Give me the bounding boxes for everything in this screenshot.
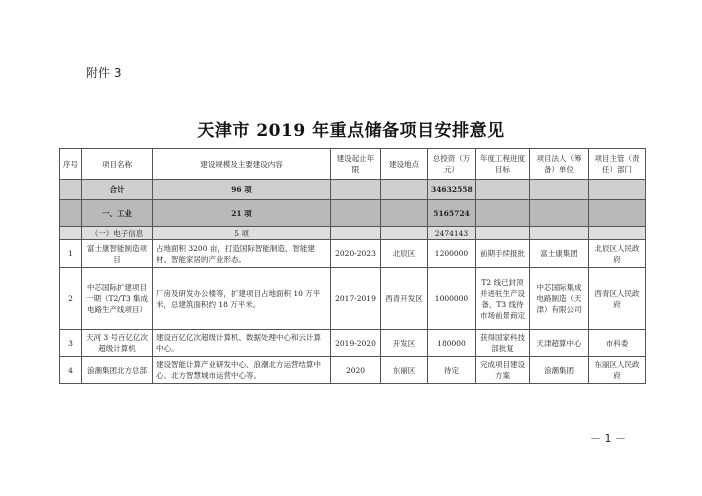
project-investment: 1200000 [428, 240, 476, 268]
table-header-row [60, 149, 646, 180]
project-name: 浪潮集团北方总部 [82, 357, 153, 384]
row-number: 2 [60, 268, 82, 330]
project-progress: 完成项目建设方案 [476, 357, 530, 384]
empty-cell [331, 200, 381, 227]
project-dept: 市科委 [589, 330, 646, 357]
empty-cell [381, 227, 428, 240]
empty-cell [331, 227, 381, 240]
total-investment: 34632558 [428, 180, 476, 200]
project-location: 北辰区 [381, 240, 428, 268]
project-content: 建设百亿亿次超级计算机、数据处理中心和云计算中心。 [153, 330, 331, 357]
total-row [60, 180, 646, 200]
sector-investment: 5165724 [428, 200, 476, 227]
empty-cell [381, 200, 428, 227]
empty-cell [381, 180, 428, 200]
project-dept: 北辰区人民政府 [589, 240, 646, 268]
project-owner: 中芯国际集成电路制造（天津）有限公司 [530, 268, 589, 330]
project-table [59, 148, 646, 384]
empty-cell [60, 227, 82, 240]
empty-cell [530, 227, 589, 240]
attachment-label: 附件 3 [86, 66, 122, 80]
project-location: 开发区 [381, 330, 428, 357]
table-row [60, 357, 646, 384]
project-progress: 前期手续报批 [476, 240, 530, 268]
project-investment: 180000 [428, 330, 476, 357]
project-years: 2020 [331, 357, 381, 384]
project-name: 中芯国际扩建项目一期（T2/T3 集成电路生产线项目） [82, 268, 153, 330]
total-label: 合计 [82, 180, 153, 200]
empty-cell [530, 180, 589, 200]
header-cell: 建设规模及主要建设内容 [153, 149, 331, 180]
page-number: － 1 － [590, 432, 626, 445]
project-dept: 西青区人民政府 [589, 268, 646, 330]
project-content: 占地面积 3200 亩，打造国际智能制造、智能建材、智能家居的产业形态。 [153, 240, 331, 268]
project-progress: 获得国家科技部批复 [476, 330, 530, 357]
project-name: 富士康智能制造项目 [82, 240, 153, 268]
project-progress: T2 线已封顶并进驻生产设备，T3 线待市场前景商定 [476, 268, 530, 330]
project-years: 2020-2023 [331, 240, 381, 268]
project-owner: 浪潮集团 [530, 357, 589, 384]
project-years: 2017-2019 [331, 268, 381, 330]
empty-cell [331, 180, 381, 200]
header-cell: 项目法人（筹备）单位 [530, 149, 589, 180]
row-number: 4 [60, 357, 82, 384]
empty-cell [60, 200, 82, 227]
header-cell: 序号 [60, 149, 82, 180]
project-dept: 东丽区人民政府 [589, 357, 646, 384]
row-number: 3 [60, 330, 82, 357]
empty-cell [589, 227, 646, 240]
sector-row [60, 200, 646, 227]
project-owner: 富士康集团 [530, 240, 589, 268]
header-cell: 项目名称 [82, 149, 153, 180]
table-row [60, 240, 646, 268]
project-content: 建设智能计算产业研发中心、浪潮北方运营结算中心、北方智慧城市运营中心等。 [153, 357, 331, 384]
project-owner: 天津超算中心 [530, 330, 589, 357]
project-content: 厂房及研发办公楼等，扩建项目占地面积 10 万平米，总建筑面积约 18 万平米。 [153, 268, 331, 330]
empty-cell [589, 200, 646, 227]
project-name: 天河 3 号百亿亿次超级计算机 [82, 330, 153, 357]
header-cell: 年度工程进度目标 [476, 149, 530, 180]
subsector-row [60, 227, 646, 240]
project-years: 2019-2020 [331, 330, 381, 357]
table-row [60, 268, 646, 330]
empty-cell [476, 200, 530, 227]
empty-cell [530, 200, 589, 227]
project-investment: 1000000 [428, 268, 476, 330]
header-cell: 建设起止年限 [331, 149, 381, 180]
sector-count: 21 项 [153, 200, 331, 227]
header-cell: 项目主管（责任）部门 [589, 149, 646, 180]
project-location: 西青开发区 [381, 268, 428, 330]
total-count: 96 项 [153, 180, 331, 200]
project-location: 东丽区 [381, 357, 428, 384]
sector-label: 一、工业 [82, 200, 153, 227]
table-row [60, 330, 646, 357]
row-number: 1 [60, 240, 82, 268]
empty-cell [589, 180, 646, 200]
subsector-label: （一）电子信息 [82, 227, 153, 240]
empty-cell [476, 227, 530, 240]
document-title: 天津市 2019 年重点储备项目安排意见 [197, 121, 505, 141]
empty-cell [60, 180, 82, 200]
empty-cell [476, 180, 530, 200]
project-investment: 待定 [428, 357, 476, 384]
header-cell: 建设地点 [381, 149, 428, 180]
header-cell: 总投资（万元） [428, 149, 476, 180]
subsector-count: 5 项 [153, 227, 331, 240]
subsector-investment: 2474143 [428, 227, 476, 240]
